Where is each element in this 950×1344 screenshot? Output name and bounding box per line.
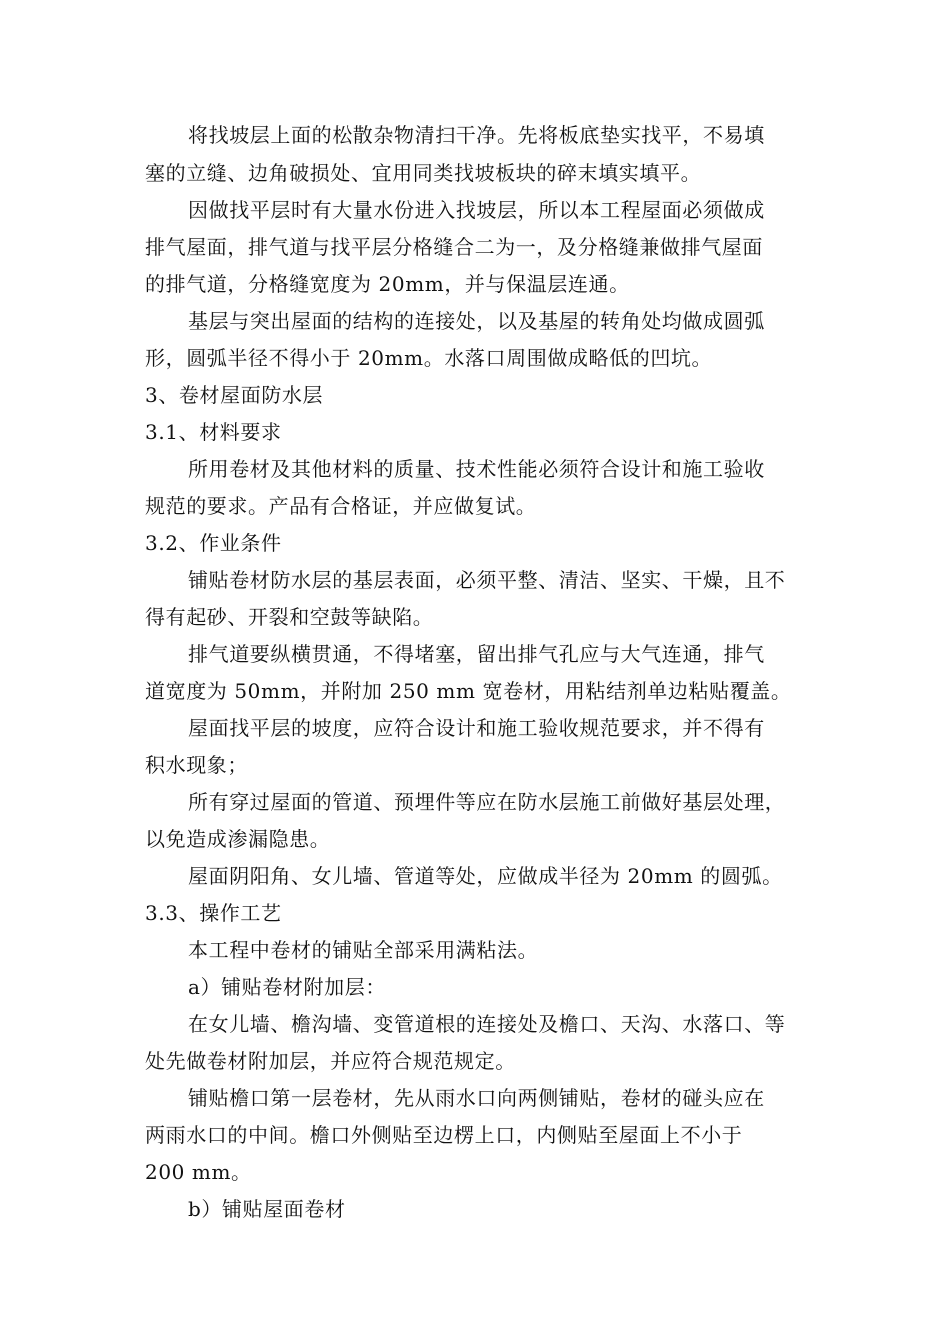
paragraph-line: 排气屋面，排气道与找平层分格缝合二为一，及分格缝兼做排气屋面 [145,235,763,259]
paragraph-line: 因做找平层时有大量水份进入找坡层，所以本工程屋面必须做成 [188,198,765,222]
paragraph-line: 铺贴卷材防水层的基层表面，必须平整、清洁、坚实、干燥，且不 [188,568,786,592]
paragraph-line: 道宽度为 50mm，并附加 250 mm 宽卷材，用粘结剂单边粘贴覆盖。 [145,679,792,703]
list-item-label: b）铺贴屋面卷材 [188,1197,346,1221]
paragraph-line: 在女儿墙、檐沟墙、变管道根的连接处及檐口、天沟、水落口、等 [188,1012,786,1036]
paragraph-line: 两雨水口的中间。檐口外侧贴至边楞上口，内侧贴至屋面上不小于 [145,1123,743,1147]
paragraph-line: 将找坡层上面的松散杂物清扫干净。先将板底垫实找平，不易填 [188,123,765,147]
paragraph-line: 规范的要求。产品有合格证，并应做复试。 [145,494,537,518]
list-item-label: a）铺贴卷材附加层： [188,975,386,999]
paragraph-line: 的排气道，分格缝宽度为 20mm，并与保温层连通。 [145,272,630,296]
section-heading: 3、卷材屋面防水层 [145,383,324,407]
paragraph-line: 塞的立缝、边角破损处、宜用同类找坡板块的碎末填实填平。 [145,161,702,185]
paragraph-line: 屋面阴阳角、女儿墙、管道等处，应做成半径为 20mm 的圆弧。 [188,864,783,888]
paragraph-line: 积水现象； [145,753,248,777]
paragraph-line: 屋面找平层的坡度，应符合设计和施工验收规范要求，并不得有 [188,716,765,740]
subsection-heading: 3.1、材料要求 [145,420,282,444]
paragraph-line: 形，圆弧半径不得小于 20mm。水落口周围做成略低的凹坑。 [145,346,713,370]
paragraph-line: 以免造成渗漏隐患。 [145,827,331,851]
paragraph-line: 铺贴檐口第一层卷材，先从雨水口向两侧铺贴，卷材的碰头应在 [188,1086,765,1110]
paragraph-line: 排气道要纵横贯通，不得堵塞，留出排气孔应与大气连通，排气 [188,642,765,666]
paragraph-line: 处先做卷材附加层，并应符合规范规定。 [145,1049,516,1073]
paragraph-line: 200 mm。 [145,1160,252,1184]
paragraph-line: 本工程中卷材的铺贴全部采用满粘法。 [188,938,539,962]
paragraph-line: 所有穿过屋面的管道、预埋件等应在防水层施工前做好基层处理， [188,790,786,814]
paragraph-line: 基层与突出屋面的结构的连接处，以及基屋的转角处均做成圆弧 [188,309,765,333]
subsection-heading: 3.3、操作工艺 [145,901,282,925]
subsection-heading: 3.2、作业条件 [145,531,282,555]
paragraph-line: 所用卷材及其他材料的质量、技术性能必须符合设计和施工验收 [188,457,765,481]
paragraph-line: 得有起砂、开裂和空鼓等缺陷。 [145,605,434,629]
